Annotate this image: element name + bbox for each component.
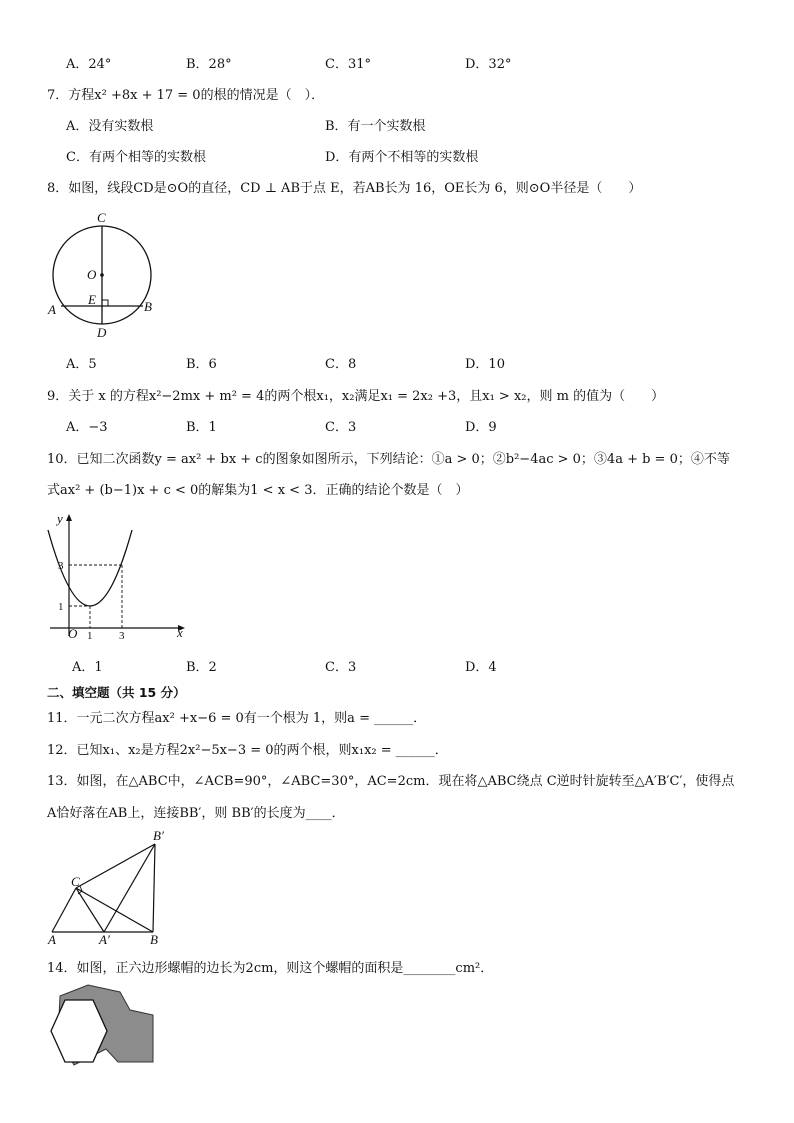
q9-option-d: D．9 [465, 420, 497, 435]
center-dot [100, 273, 104, 277]
q10-stem-line1: 10．已知二次函数y = ax² + bx + c的图象如图所示，下列结论：①a > 0；②b²−4ac > 0；③4a + b = 0；④不等 [47, 452, 730, 467]
q8-option-b: B．6 [186, 357, 217, 372]
q7-option-c: C．有两个相等的实数根 [66, 150, 206, 165]
label-a1: A′ [99, 932, 110, 947]
q9-stem: 9．关于 x 的方程x²−2mx + m² = 4的两个根x₁，x₂满足x₁ = 2x₂ +3，且x₁ > x₂，则 m 的值为（ ） [47, 389, 665, 404]
q6-option-c: C．31° [325, 57, 371, 72]
q10-parabola-figure [40, 510, 195, 645]
label-o: O [87, 267, 97, 282]
q8-option-c: C．8 [325, 357, 357, 372]
q10-option-c: C．3 [325, 660, 357, 675]
q8-option-d: D．10 [465, 357, 505, 372]
label-c: C [71, 874, 80, 889]
q8-stem: 8．如图，线段CD是⊙O的直径，CD ⊥ AB于点 E，若AB长为 16，OE长为 6，则⊙O半径是（ ） [47, 181, 642, 196]
q13-stem-line2: A恰好落在AB上，连接BB′，则 BB′的长度为____． [47, 806, 345, 821]
segment-bb1 [153, 844, 155, 932]
label-x-1: 1 [87, 630, 93, 642]
q7-option-b: B．有一个实数根 [325, 119, 426, 134]
q10-stem-line2: 式ax² + (b−1)x + c < 0的解集为1 < x < 3．正确的结论个数是（ ） [47, 483, 469, 498]
right-angle-mark [102, 300, 108, 306]
label-y-1: 1 [58, 601, 64, 613]
section-title-fill-in: 二、填空题（共 15 分） [47, 685, 186, 700]
q6-option-a: A．24° [66, 57, 112, 72]
label-e: E [88, 292, 96, 307]
q13-triangle-figure [40, 828, 175, 948]
side-ac [52, 888, 76, 932]
q10-option-d: D．4 [465, 660, 497, 675]
label-c: C [97, 210, 106, 225]
q13-stem-line1: 13．如图，在△ABC中，∠ACB=90°，∠ABC=30°，AC=2cm．现在将△ABC绕点 C逆时针旋转至△A′B′C′，使得点 [47, 774, 735, 789]
label-x: x [177, 625, 183, 640]
label-d: D [97, 325, 107, 340]
q6-option-d: D．32° [465, 57, 512, 72]
side-ca1 [76, 888, 104, 932]
q14-hex-nut-figure [40, 982, 165, 1072]
q11-stem: 11．一元二次方程ax² +x−6 = 0有一个根为 1，则a = ______． [47, 711, 427, 726]
side-cb [76, 888, 153, 932]
label-y: y [57, 511, 63, 526]
label-a: A [48, 302, 56, 317]
label-b1: B′ [153, 828, 164, 843]
q8-option-a: A．5 [66, 357, 97, 372]
q10-option-a: A．1 [72, 660, 103, 675]
q9-option-a: A．−3 [66, 420, 108, 435]
label-y-3: 3 [58, 560, 64, 572]
y-axis-arrow [66, 514, 72, 521]
q8-circle-figure [40, 208, 170, 343]
q7-option-a: A．没有实数根 [66, 119, 154, 134]
label-origin: O [68, 626, 78, 641]
label-a: A [48, 932, 56, 947]
label-b: B [150, 932, 158, 947]
q12-stem: 12．已知x₁、x₂是方程2x²−5x−3 = 0的两个根，则x₁x₂ = ______． [47, 743, 448, 758]
q6-option-b: B．28° [186, 57, 232, 72]
q9-option-c: C．3 [325, 420, 357, 435]
side-cb1 [76, 844, 155, 888]
label-b: B [144, 299, 152, 314]
label-x-3: 3 [119, 630, 125, 642]
q9-option-b: B．1 [186, 420, 217, 435]
q14-stem: 14．如图，正六边形螺帽的边长为2cm，则这个螺帽的面积是________cm²． [47, 961, 494, 976]
q7-option-d: D．有两个不相等的实数根 [325, 150, 479, 165]
q10-option-b: B．2 [186, 660, 217, 675]
q7-stem: 7．方程x² +8x + 17 = 0的根的情况是（ ）． [47, 88, 325, 103]
